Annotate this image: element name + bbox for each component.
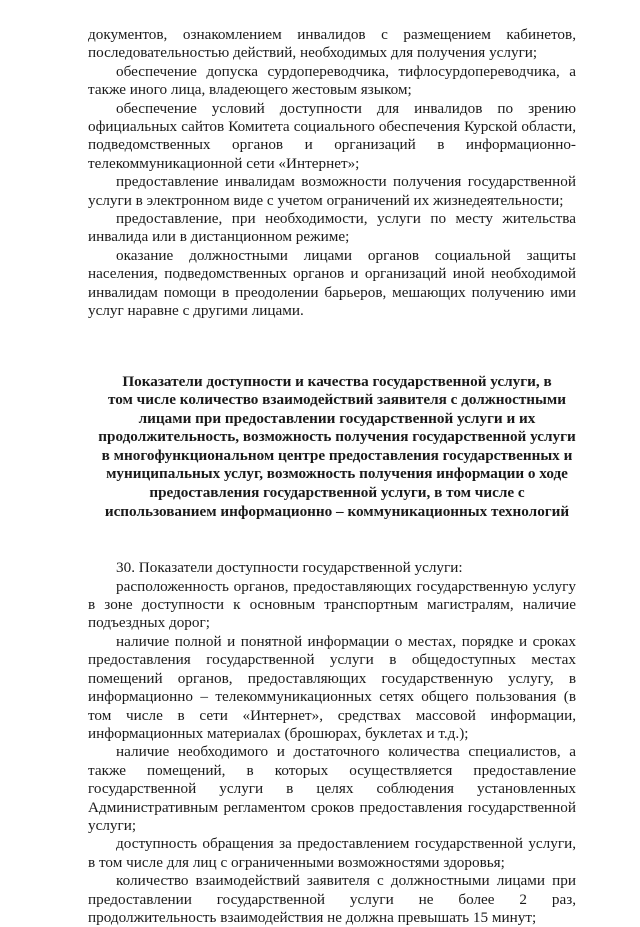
heading-line: продолжительность, возможность получения государственной услуги xyxy=(98,428,576,446)
heading-line: муниципальных услуг, возможность получения информации о ходе xyxy=(106,465,568,483)
document-page xyxy=(88,26,576,927)
paragraph-electronic-service: предоставление инвалидам возможности получения государственной услуги в электронном виде с учетом ограничений их жизнедеятельности; xyxy=(88,173,576,209)
paragraph-sign-language-interpreter: обеспечение допуска сурдопереводчика, тифлосурдопереводчика, а также иного лица, владеющего жестовым языком; xyxy=(88,62,576,99)
paragraph-cabinets-familiarization: документов, ознакомлением инвалидов с размещением кабинетов, последовательностью действий, необходимых для получения услуги; xyxy=(88,26,576,62)
paragraph-website-accessibility: обеспечение условий доступности для инвалидов по зрению официальных сайтов Комитета социального обеспечения Курской области, подведомственных органов и организаций в информационно-телекоммуникационной сети «Интернет»; xyxy=(88,99,576,172)
heading-line: в многофункциональном центре предоставления государственных и xyxy=(101,446,573,464)
heading-line: использованием информационно – коммуникационных технологий xyxy=(104,502,570,520)
paragraph-access-disabled: доступность обращения за предоставлением государственной услуги, в том числе для лиц с ограниченными возможностями здоровья; xyxy=(88,835,576,871)
heading-line: том числе количество взаимодействий заявителя с должностными xyxy=(107,391,567,409)
paragraph-information-availability: наличие полной и понятной информации о местах, порядке и сроках предоставления государственной услуги в общедоступных местах помещений органов, предоставляющих государственную услугу, в информационно – телекоммуникационных сетях общего пользования (в том числе в сети «Интернет», средствах массовой информации, информационных материалах (брошюрах, буклетах и т.д.); xyxy=(88,632,576,742)
heading-line: предоставления государственной услуги, в том числе с xyxy=(149,484,525,502)
heading-line: лицами при предоставлении государственной услуги и их xyxy=(138,409,536,427)
paragraph-specialists-premises: наличие необходимого и достаточного количества специалистов, а также помещений, в которых осуществляется предоставление государственной услуги в целях соблюдения установленных Административным регламентом сроков предоставления государственной услуги; xyxy=(88,743,576,834)
section-30-title: 30. Показатели доступности государственной услуги: xyxy=(116,559,463,577)
paragraph-service-at-residence: предоставление, при необходимости, услуги по месту жительства инвалида или в дистанционном режиме; xyxy=(88,210,576,246)
section-heading xyxy=(88,373,576,522)
heading-line: Показатели доступности и качества государственной услуги, в xyxy=(122,372,552,390)
paragraph-assistance-barriers: оказание должностными лицами органов социальной защиты населения, подведомственных органов и организаций иной необходимой инвалидам помощи в преодолении барьеров, мешающих получению ими услуг наравне с другими лицами. xyxy=(88,246,576,320)
paragraph-interaction-count: количество взаимодействий заявителя с должностными лицами при предоставлении государственной услуги не более 2 раз, продолжительность взаимодействия не должна превышать 15 минут; xyxy=(88,872,576,926)
paragraph-location-transport: расположенность органов, предоставляющих государственную услугу в зоне доступности к основным транспортным магистралям, наличие подъездных дорог; xyxy=(88,577,576,632)
